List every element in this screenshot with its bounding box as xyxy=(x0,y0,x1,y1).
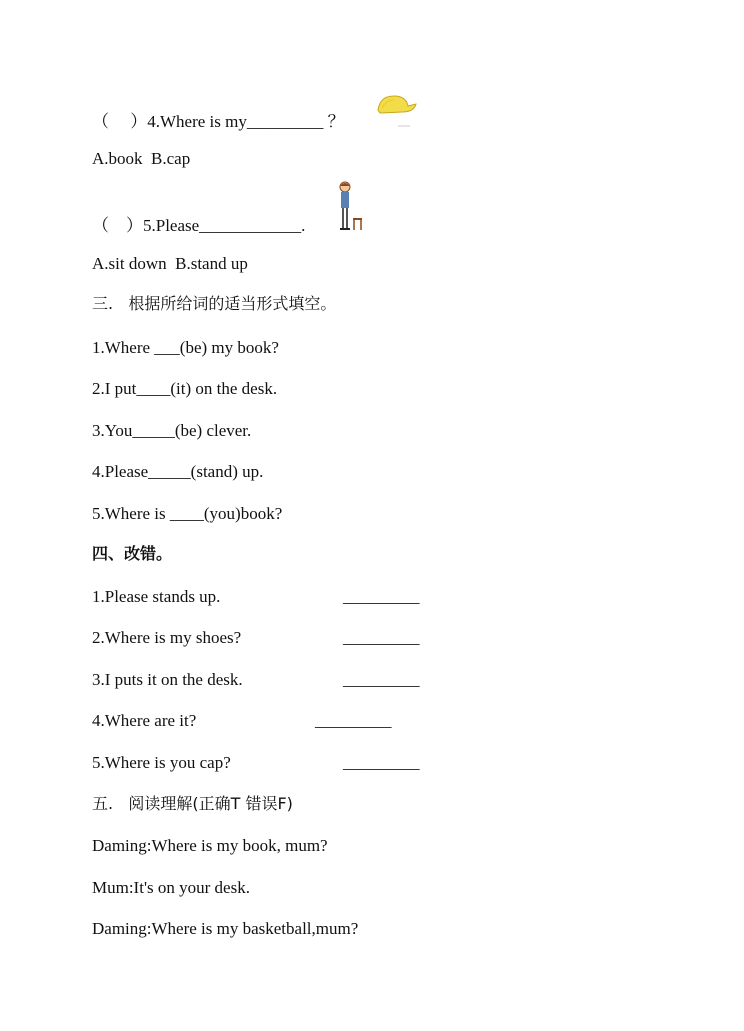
cap-icon xyxy=(372,92,418,133)
section4-item: 4.Where are it? xyxy=(92,711,197,730)
answer-blank: _________ xyxy=(343,628,420,647)
q4-options: A.book B.cap xyxy=(92,149,191,168)
section3-heading: 三. 根据所给词的适当形式填空。 xyxy=(92,294,337,313)
boy-chair-icon xyxy=(336,180,366,239)
answer-blank: _________ xyxy=(343,670,420,689)
section4-item: 5.Where is you cap? xyxy=(92,753,231,772)
answer-blank: _________ xyxy=(343,587,420,606)
section3-item: 2.I put____(it) on the desk. xyxy=(92,379,278,398)
q5-options: A.sit down B.stand up xyxy=(92,254,248,273)
q4-question: （ ）4.Where is my_________ ？ xyxy=(92,112,345,131)
section4-item: 2.Where is my shoes? xyxy=(92,628,242,647)
section3-item: 4.Please_____(stand) up. xyxy=(92,462,264,481)
section5-heading: 五. 阅读理解(正确T 错误F) xyxy=(92,794,293,813)
section3-item: 5.Where is ____(you)book? xyxy=(92,504,283,523)
dialogue-line: Daming:Where is my book, mum? xyxy=(92,836,328,855)
answer-blank: _________ xyxy=(343,753,420,772)
section3-item: 1.Where ___(be) my book? xyxy=(92,338,279,357)
section4-item: 1.Please stands up. xyxy=(92,587,221,606)
dialogue-line: Mum:It's on your desk. xyxy=(92,878,250,897)
dialogue-line: Daming:Where is my basketball,mum? xyxy=(92,919,359,938)
section4-item: 3.I puts it on the desk. xyxy=(92,670,243,689)
answer-blank: _________ xyxy=(315,711,392,730)
section4-heading: 四、改错。 xyxy=(92,544,173,563)
section3-item: 3.You_____(be) clever. xyxy=(92,421,252,440)
q5-question: （ ）5.Please____________. xyxy=(92,216,306,235)
